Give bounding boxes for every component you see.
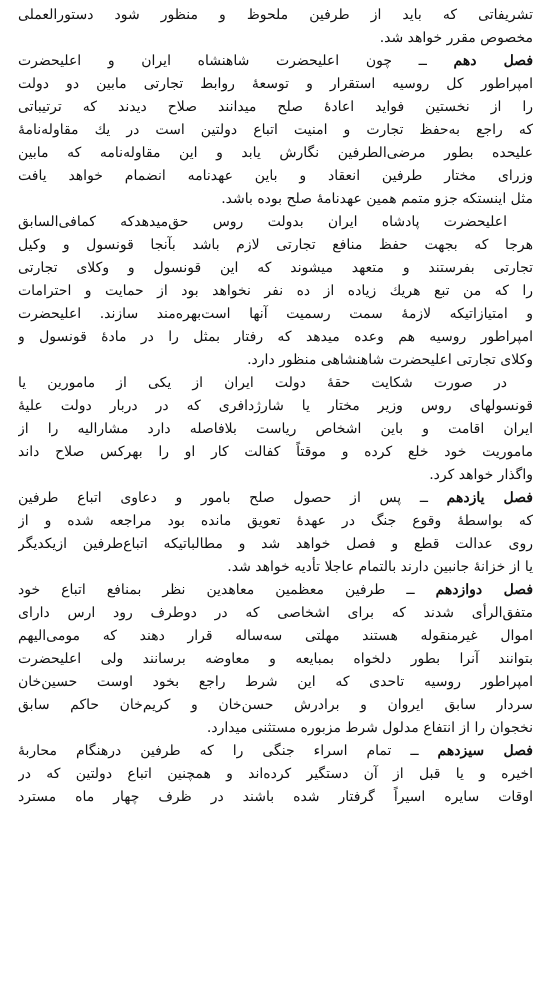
text-line: ماموریت خود خلع کرده و موقتاً کفالت کار او را بهرکس صلاح داند [18,444,533,460]
text-line: هرجا که بجهت حفظ منافع تجارتی لازم باشد بآنجا قونسول و وکیل [18,237,533,253]
text-line: امپراطور روسیه هم وعده میدهد که رفتار بمثل را در مادهٔ قونسول و [18,329,533,345]
text-line: قونسولهای روس وزیر مختار یا شارژدافری که در دربار دولت علیهٔ [18,398,533,414]
text-line: را از نخستین فواید اعادهٔ صلح میدانند صلاح دیدند که ترتیباتی [18,99,533,115]
text-line: تشریفاتی که باید از طرفین ملحوظ و منظور شود دستورالعملی [18,7,533,23]
text-line: بتوانند آنرا بطور دلخواه بمبایعه و معاوضه برسانند ولی اعلیحضرت [18,651,533,667]
text-line: ایران اقامت و باین اشخاص ریاست بلافاصله دارد مشارالیه را از [18,421,533,437]
text-line: و امتیازاتیکه لازمهٔ سمت رسمیت آنها است‌بهره‌مند سازند. اعلیحضرت [18,306,533,322]
text-line [18,579,533,602]
text-run: ــ تمام اسراء جنگی را که طرفین درهنگام محاربهٔ [18,743,419,759]
text-run: ــ طرفین معظمین معاهدین نظر بمنافع اتباع خود [18,582,415,598]
text-line: امپراطور روسیه تاحدی که این شرط راجع بخود اوست حسین‌خان [18,674,533,690]
text-line: تجارتی بفرستند و متعهد میشوند که این قونسول و وکلای تجارتی [18,260,533,276]
text-line: اعلیحضرت پادشاه ایران بدولت روس حق‌میدهدکه کمافی‌السابق [18,214,507,230]
article-heading: فصل دهم [453,53,533,69]
text-line: امپراطور کل روسیه استقرار و توسعهٔ روابط تجارتی مابین دو دولت [18,76,533,92]
article-heading: فصل دوازدهم [435,582,533,598]
text-line: سردار سابق ایروان و برادرش حسن‌خان و کریم‌خان حاکم سابق [18,697,533,713]
text-line: وکلای تجارتی اعلیحضرت شاهنشاهی منظور دارد. [247,352,533,368]
text-line: در صورت شکایت حقهٔ دولت ایران از یکی از مامورین یا [18,375,507,391]
text-run: ــ پس از حصول صلح بامور و دعاوی اتباع طرفین [18,490,429,506]
text-line: واگذار خواهد کرد. [429,467,533,483]
text-line: روی عدالت قطع و فصل خواهد شد و مطالباتیکه اتباع‌طرفین ازیکدیگر [18,536,533,552]
text-line: که بواسطهٔ وقوع جنگ در عهدهٔ تعویق مانده بود مراجعه شده و از [18,513,533,529]
article-heading: فصل یازدهم [446,490,533,506]
text-line: را که من تبع هریك زیاده از ده نفر نخواهد بود از حمایت و احترامات [18,283,533,299]
text-line [18,50,533,73]
text-line: اوقات سایره اسیراً گرفتار شده باشند در ظرف چهار ماه مسترد [18,789,533,805]
article-heading: فصل سیزدهم [437,743,533,759]
text-line [18,740,533,763]
text-line: اموال غیرمنقوله هستند مهلتی سه‌ساله قرار دهند که مومی‌الیهم [18,628,533,644]
text-run: ــ چون اعلیحضرت شاهنشاه ایران و اعلیحضرت [18,53,427,69]
text-line: یا از خزانهٔ جانبین دارند بالتمام عاجلا تأدیه خواهد شد. [227,559,533,575]
text-line: اخیره و یا قبل از آن دستگیر کرده‌اند و همچنین اتباع دولتین که در [18,766,533,782]
text-line: که راجع به‌حفظ تجارت و امنیت اتباع دولتین است در یك مقاوله‌نامهٔ [18,122,533,138]
text-line: نخجوان را از انتفاع مدلول شرط مزبوره مستثنی میدارد. [206,720,533,736]
text-line [18,487,533,510]
text-line: مثل اینستکه جزو متمم همین عهدنامهٔ صلح بوده باشد. [221,191,533,207]
text-line: مخصوص مقرر خواهد شد. [379,30,533,46]
text-line: وزرای مختار طرفین انعقاد و باین عهدنامه انضمام خواهد یافت [18,168,533,184]
text-line: علیحده بطور مرضی‌الطرفین نگارش یابد و این مقاوله‌نامه که مابین [18,145,533,161]
text-line: متفق‌الرأی شدند که برای اشخاصی که در دوطرف رود ارس دارای [18,605,533,621]
